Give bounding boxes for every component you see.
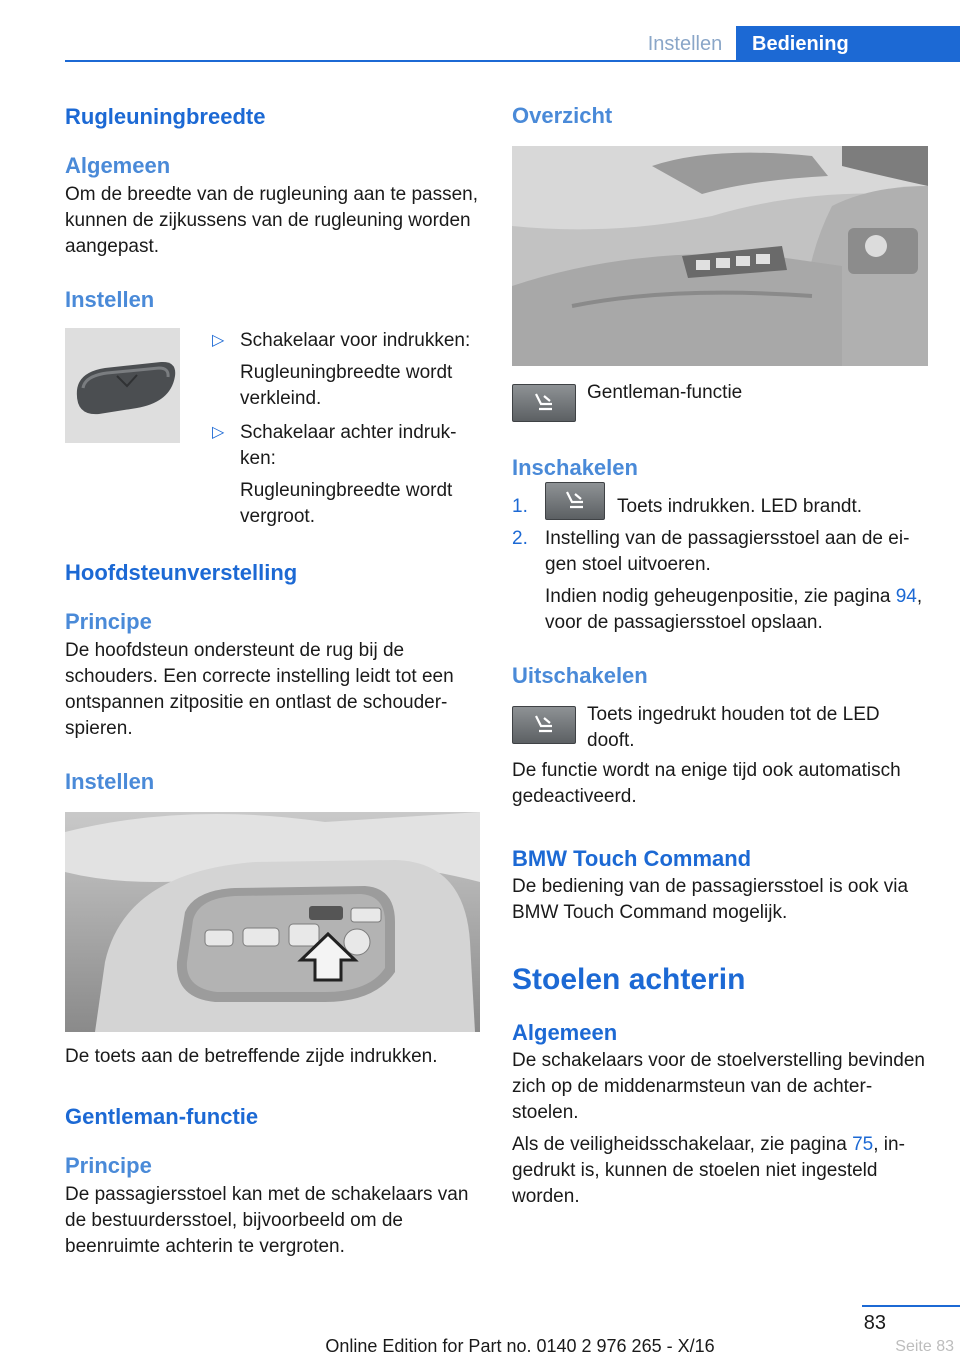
header-rule: [65, 60, 960, 62]
door-panel-image: [512, 146, 928, 366]
step-number: 1.: [512, 496, 528, 517]
footer-rule: [862, 1305, 960, 1307]
achter-text-2-a: Als de veiligheidsschakelaar, zie pagina: [512, 1134, 853, 1155]
seat-icon: [531, 712, 557, 738]
rug-item-2-sub: Rugleuningbreedte wordt vergroot.: [240, 480, 453, 527]
subsection-uitschakelen: Uitschakelen: [512, 663, 648, 688]
rug-instellen-block: [65, 328, 480, 530]
list-item: [512, 526, 928, 636]
overzicht-key-row: [512, 384, 928, 422]
seat-icon: [531, 390, 557, 416]
subsection-inschakelen: Inschakelen: [512, 455, 638, 480]
subsection-overzicht: Overzicht: [512, 103, 613, 128]
rug-algemeen-text: Om de breedte van de rugleuning aan te passen, kunnen de zijkussens van de rugleuning worden aangepast.: [65, 184, 479, 257]
uit-text: De functie wordt na enige tijd ook automatisch gedeactiveerd.: [512, 760, 901, 807]
section-title-hoofdsteunverstelling: Hoofdsteunverstelling: [65, 560, 298, 585]
subsection-instellen-2: Instellen: [65, 769, 155, 794]
hoofd-caption: De toets aan de betreffende zijde indrukken.: [65, 1046, 438, 1067]
tab-bediening[interactable]: Bediening: [736, 26, 960, 62]
subsection-algemeen: Algemeen: [65, 153, 171, 178]
achter-text-2: [512, 1132, 928, 1210]
section-title-touch-command: BMW Touch Command: [512, 846, 752, 871]
step-2-sub: [545, 584, 928, 636]
list-item: [212, 328, 480, 412]
uitschakelen-key-row: [512, 702, 928, 754]
triangle-bullet-icon: ▷: [212, 332, 225, 349]
page-header: [0, 0, 960, 62]
page-link-94[interactable]: 94: [895, 586, 917, 607]
left-column: [65, 100, 480, 1260]
step-1-text: Toets indrukken. LED brandt.: [617, 496, 863, 517]
footer-watermark: Seite 83: [895, 1338, 954, 1355]
backrest-switch-drawing: [65, 328, 180, 443]
subsection-principe: Principe: [65, 609, 152, 634]
uit-key-text: Toets ingedrukt houden tot de LED dooft.: [587, 704, 880, 751]
page-number: 83: [863, 1312, 886, 1334]
step-2-sub-a: Indien nodig geheugenpositie, zie pagina: [545, 586, 896, 607]
gentleman-function-button-step[interactable]: [545, 482, 605, 520]
achter-text-2-b: , ingedrukt is, kunnen de stoelen niet ingesteld worden.: [512, 1134, 905, 1207]
step-1-row: [545, 494, 928, 520]
section-title-rugleuningbreedte: Rugleuningbreedte: [65, 104, 266, 129]
overzicht-key-label: Gentleman-functie: [587, 382, 743, 403]
subsection-principe-2: Principe: [65, 1153, 152, 1178]
achter-text-1: De schakelaars voor de stoelverstelling bevinden zich op de middenarmsteun van de achterstoelen.: [512, 1050, 925, 1123]
door-panel-drawing: [512, 146, 928, 366]
right-column: [512, 100, 928, 1210]
gent-principe-text: De passagiersstoel kan met de schakelaars van de bestuurdersstoel, bijvoorbeeld om de beenruimte achterin te vergroten.: [65, 1184, 469, 1257]
subsection-instellen: Instellen: [65, 287, 155, 312]
page-link-75[interactable]: 75: [852, 1134, 874, 1155]
list-item: [212, 420, 480, 530]
footer-edition: Online Edition for Part no. 0140 2 976 265 - X/16: [325, 1336, 715, 1356]
seat-controls-image: [65, 812, 480, 1032]
touch-text: De bediening van de passagiersstoel is ook via BMW Touch Command mogelijk.: [512, 876, 909, 923]
step-2-text: Instelling van de passagiersstoel aan de eigen stoel uitvoeren.: [545, 528, 910, 575]
rug-item-1-sub: Rugleuningbreedte wordt verkleind.: [240, 362, 453, 409]
chapter-title-stoelen-achterin: Stoelen achterin: [512, 963, 746, 996]
tab-instellen[interactable]: Instellen: [647, 33, 723, 55]
subsection-algemeen-2: Algemeen: [512, 1020, 618, 1045]
step-number: 2.: [512, 528, 528, 549]
triangle-bullet-icon: ▷: [212, 424, 225, 441]
hoofd-principe-text: De hoofdsteun ondersteunt de rug bij de schouders. Een correcte instelling leidt tot een ontspannen zitpositie en ontlast de schouderspieren.: [65, 640, 454, 739]
list-item: [512, 494, 928, 520]
seat-icon: [562, 488, 588, 514]
rug-item-1-label: Schakelaar voor indrukken:: [240, 330, 471, 351]
rug-item-2-label: Schakelaar achter indrukken:: [240, 422, 457, 469]
backrest-switch-image: [65, 328, 180, 443]
section-title-gentleman: Gentleman-functie: [65, 1104, 259, 1129]
step-2-sub-b: , voor de passagiersstoel opslaan.: [545, 586, 923, 633]
inschakelen-steps: [512, 494, 928, 636]
seat-controls-drawing: [65, 812, 480, 1032]
gentleman-function-button[interactable]: [512, 384, 576, 422]
rug-instellen-list: [212, 328, 480, 530]
gentleman-function-button-off[interactable]: [512, 706, 576, 744]
